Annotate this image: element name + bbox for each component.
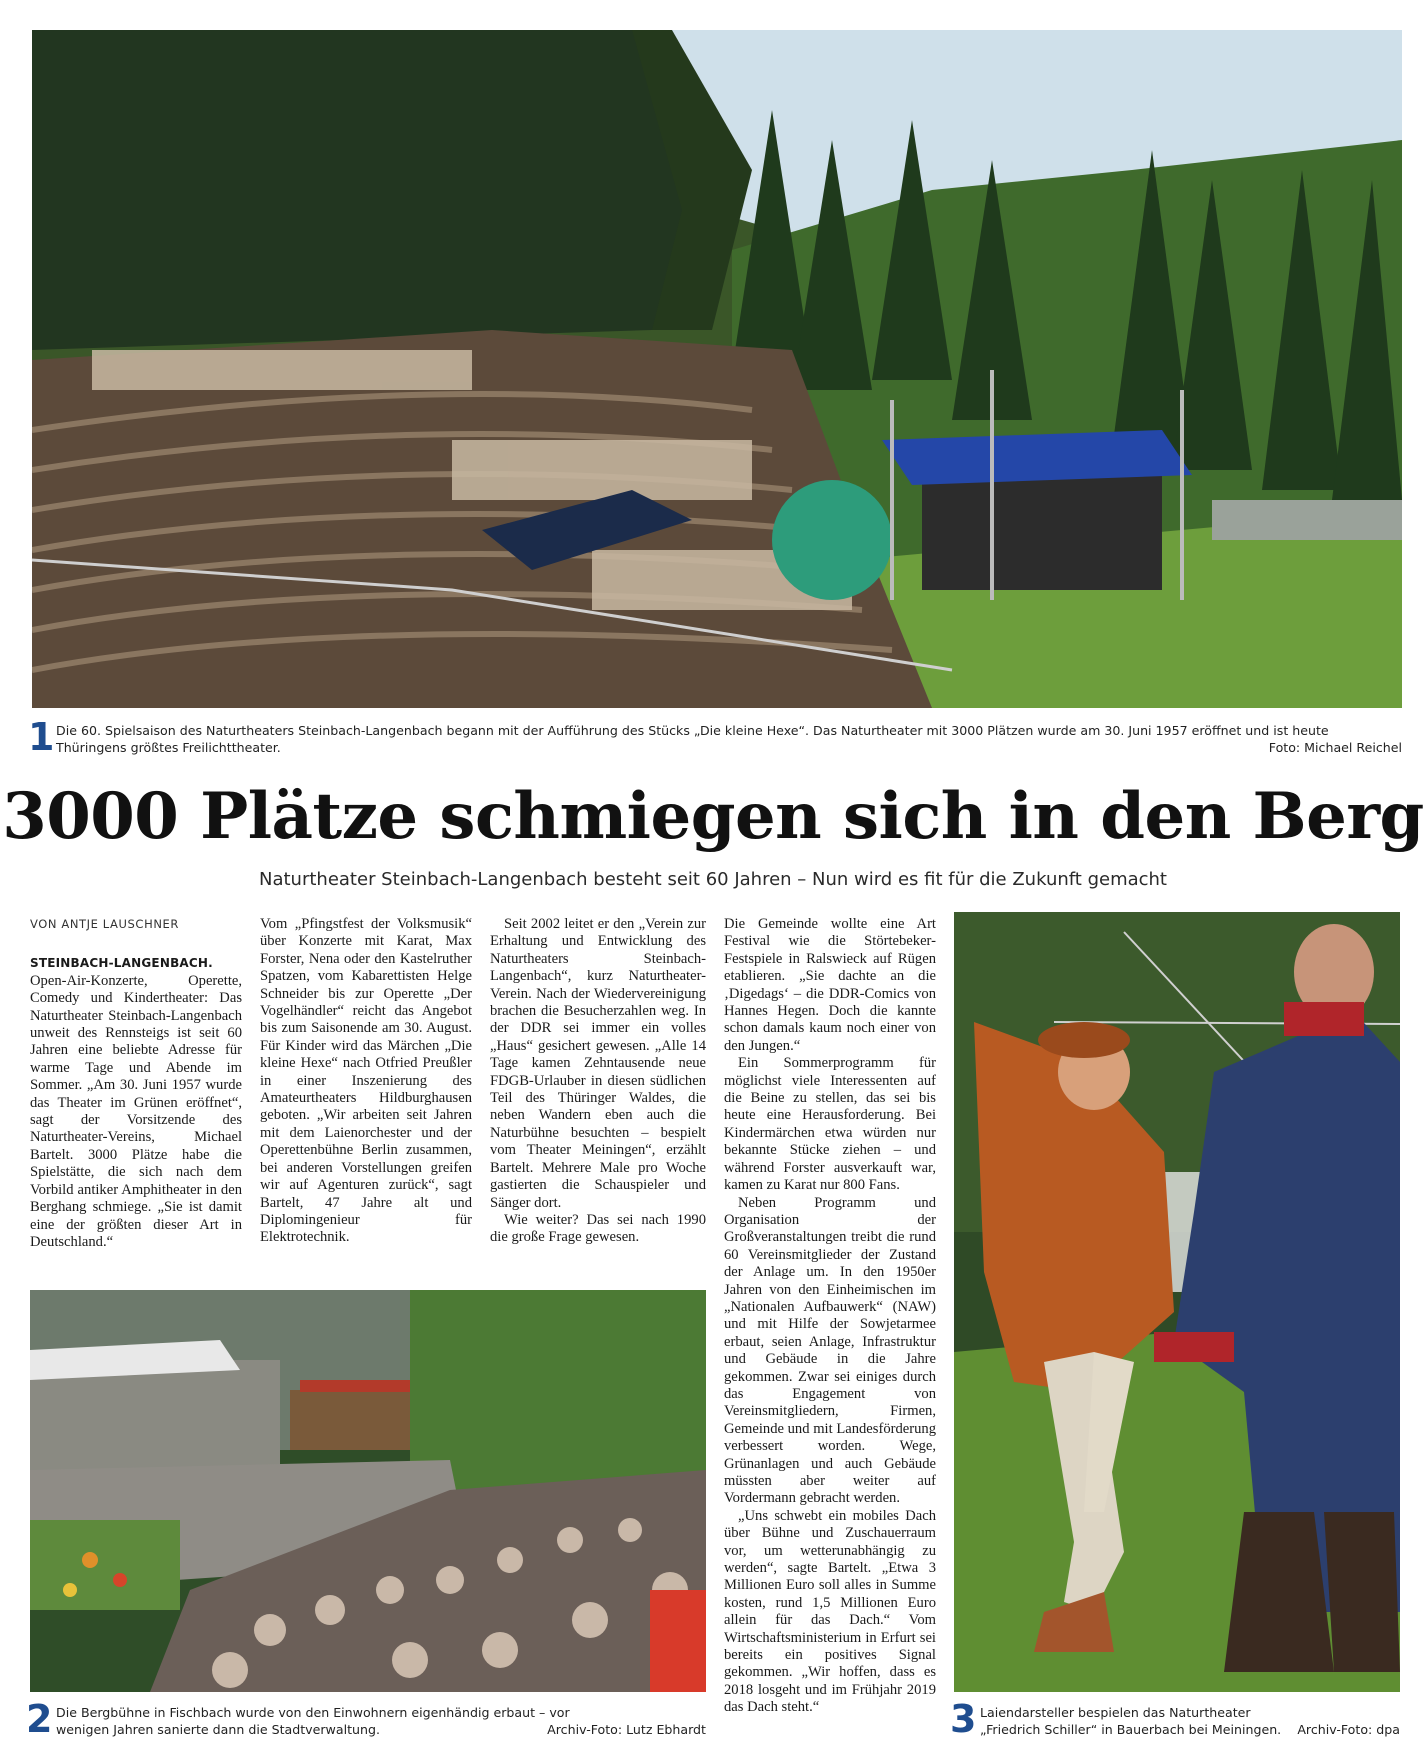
article-paragraph: „Uns schwebt ein mobiles Dach über Bühne und Zuschauerraum vor, um wetterunabhängig zu werden“, sagte Bartelt. „Etwa 3 Millionen Euro soll alles in Summe kosten, rund 1,5 Millionen Euro allein für das Dach.“ Vom Wirtschaftsministerium in Erfurt sei bereits ein positives Signal gekommen. „Wir hoffen, dass es 2018 losgeht und im Frühjahr 2019 das Dach steht.“ [724,1507,936,1716]
byline: VON ANTJE LAUSCHNER [30,917,179,931]
article-paragraph: Seit 2002 leitet er den „Verein zur Erhaltung und Entwicklung des Naturtheaters Steinbach-Langenbach“, kurz Naturtheater-Verein. Nach der Wiedervereinigung brachen die Besucherzahlen weg. In der DDR sei immer ein volles „Haus“ gesichert gewesen. „Alle 14 Tage kamen Zehntausende neue FDGB-Urlauber in diesen südlichen Teil des Thüringer Waldes, die neben Wandern eben auch die Naturbühne besuchten – bespielt vom Theater Meiningen“, erzählt Bartelt. Mehrere Male pro Woche gastierten die Schauspieler und Sänger dort. [490,916,706,1211]
article-paragraph: Die Gemeinde wollte eine Art Festival wie die Störtebeker-Festspiele in Ralswieck auf Rügen etablieren. „Sie dachte an die ‚Digedags‘ – die DDR-Comics von Hannes Hegen. Doch die kannte schon damals kaum noch einer von den Jungen.“ [724,916,936,1054]
caption-photo-3 [980,1704,1400,1740]
article-paragraph: Ein Sommerprogramm für möglichst viele Interessenten auf die Beine zu stellen, das sei bis heute eine Herausforderung. Bei Kindermärchen etwa würden nur bekannte Stücke ziehen – und während Forster ausverkauft war, kamen zu Karat nur 800 Fans. [724,1055,936,1194]
subheadline: Naturtheater Steinbach-Langenbach besteht seit 60 Jahren – Nun wird es fit für die Zukunft gemacht [259,869,1167,890]
article-paragraph: Vom „Pfingstfest der Volksmusik“ über Konzerte mit Karat, Max Forster, Nena oder den Kastelruther Spatzen, vom Kabarettisten Helge Schneider bis zur Operette „Der Vogelhändler“ reicht das Angebot bis zum Saisonende am 30. August. Für Kinder wird das Märchen „Die kleine Hexe“ nach Otfried Preußler in einer Inszenierung des Amateurtheaters Hildburghausen geboten. „Wir arbeiten seit Jahren mit dem Laienorchester und der Operettenbühne Berlin zusammen, bei anderen Vorstellungen greifen wir auf Agenturen zurück“, sagt Bartelt, 47 Jahre alt und Diplomingenieur für Elektrotechnik. [260,916,472,1246]
article-column-2 [260,916,472,1247]
caption-number-2: 2 [26,1697,53,1741]
photo-credit-1: Foto: Michael Reichel [1268,740,1402,755]
photo-amphitheater [32,30,1402,708]
caption-number-1: 1 [28,715,55,759]
article-column-3 [490,916,706,1247]
article-column-1 [30,916,242,1251]
dateline: STEINBACH-LANGENBACH. [30,956,213,971]
article-column-4 [724,916,936,1717]
headline: 3000 Plätze schmiegen sich in den Berg [2,779,1424,854]
caption-photo-1 [56,722,1402,758]
caption-text-1: Die 60. Spielsaison des Naturtheaters Steinbach-Langenbach begann mit der Aufführung des Stücks „Die kleine Hexe“. Das Naturtheater mit 3000 Plätzen wurde am 30. Juni 1957 eröffnet und ist heute Thüringens größtes Freilichttheater. [56,723,1329,755]
caption-text-2: Die Bergbühne in Fischbach wurde von den Einwohnern eigenhändig erbaut – vor wenigen Jahren sanierte dann die Stadtverwaltung. [56,1705,570,1737]
caption-number-3: 3 [950,1697,977,1741]
article-paragraph [30,955,242,1251]
caption-text-3: Laiendarsteller bespielen das Naturtheater „Friedrich Schiller“ in Bauerbach bei Meiningen. [980,1705,1282,1737]
article-paragraph: Wie weiter? Das sei nach 1990 die große Frage gewesen. [490,1211,706,1246]
article-paragraph: Neben Programm und Organisation der Großveranstaltungen treibt die rund 60 Vereinsmitglieder der Zustand der Anlage um. In den 1950er Jahren von den Einheimischen im „Nationalen Aufbauwerk“ (NAW) und mit Hilfe der Sowjetarmee erbaut, seien Anlage, Infrastruktur und Gebäude in die Jahre gekommen. Zwar sei einiges durch das Engagement von Vereinsmitgliedern, Firmen, Gemeinde und mit Landesförderung verbessert worden. Wege, Grünanlagen und auch Gebäude müssten aber weiter auf Vordermann gebracht werden. [724,1194,936,1507]
photo-credit-3: Archiv-Foto: dpa [1297,1722,1400,1737]
article-text: Open-Air-Konzerte, Operette, Comedy und Kindertheater: Das Naturtheater Steinbach-Langenbach unweit des Rennsteigs ist seit 60 Jahren eine beliebte Adresse für warme Tage und Abende im Sommer. „Am 30. Juni 1957 wurde das Theater im Grünen eröffnet“, sagt der Vorsitzende des Naturtheater-Vereins, Michael Bartelt. 3000 Plätze habe die Spielstätte, die sich nach dem Vorbild antiker Amphitheater in den Berghang schmiege. „Sie ist damit eine der größten dieser Art in Deutschland.“ [30,972,242,1250]
photo-bergbuehne-fischbach [30,1290,706,1692]
photo-laiendarsteller [954,912,1400,1692]
caption-photo-2 [56,1704,706,1740]
photo-credit-2: Archiv-Foto: Lutz Ebhardt [547,1722,706,1737]
